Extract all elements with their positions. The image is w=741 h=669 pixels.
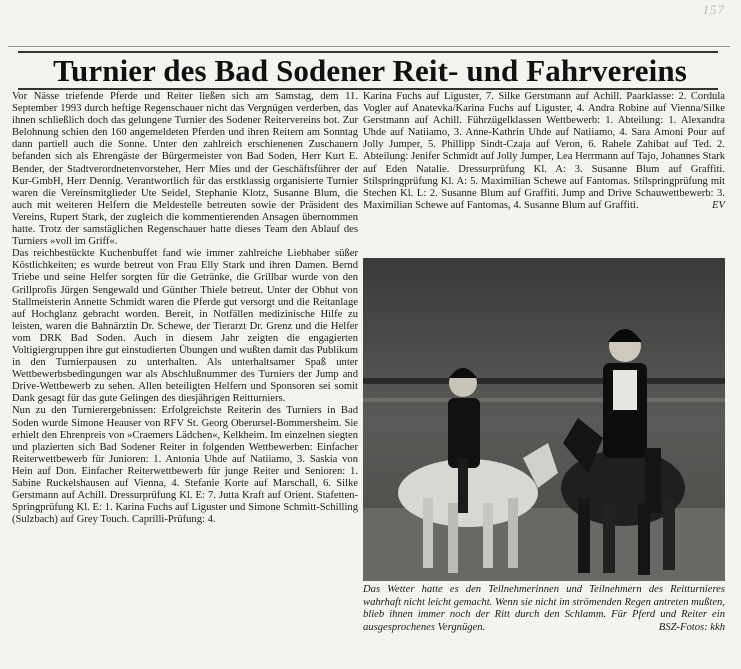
riders-photo-image [363,258,725,581]
headline-bottom-rule [18,88,718,90]
caption-text: Das Wetter hatte es den Teilnehmerinnen und Teilnehmern des Reitturnieres wahrhaft nicht leicht gemacht. Wenn sie nicht im strömenden Regen antreten mußten, blieb ihnen immer noch der Ritt durch den Schlamm. Für Pferd und Reiter ein ausgesprochenes Vergnügen. [363,584,725,633]
article-results-continued [363,91,725,212]
results-text: Karina Fuchs auf Liguster, 7. Silke Gerstmann auf Achill. Paarklasse: 2. Cordula Vogler auf Anatevka/Karina Fuchs auf Liguster, 4. Andra Robine auf Vienna/Silke Gerstmann auf Achill. Führzügelklassen Wettbewerb: 1. Abteilung: 1. Alexandra Uhde auf Natiiamo, 3. Anne-Kathrin Uhde auf Natiiamo, 4. Sara Amoni Pour auf Jolly Jumper, 5. Phillipp Sindt-Czaja auf Veron, 6. Rahele Zahibat auf Ted. 2. Abteilung: Jenifer Schmidt auf Jolly Jumper, Lea Herrmann auf Tajo, Johannes Stark auf Eden Natalie. Dressurprüfung Kl. A: 3. Susanne Blum auf Graffiti. Stilspringprüfung Kl. A: 5. Maximilian Schewe auf Fantomas. Stilspringprüfung mit Stechen Kl. L: 2. Susanne Blum auf Graffiti. Jump and Drive Schauwettbewerb: 3. Maximilian Schewe auf Fantomas, 4. Susanne Blum auf Graffiti. [363,91,725,211]
article-paragraph-3: Nun zu den Turnierergebnissen: Erfolgreichste Reiterin des Turniers in Bad Soden wurde Simone Heauser von RFV St. Georg Oberursel-Bommersheim. Sie erhielt den Ehrenpreis von »Craemers Lädchen«, Kelkheim. Im einzelnen siegten und plazierten sich Bad Sodener Reiter in folgenden Wettbewerben: Einfacher Reiterwettbewerb für Junioren: 1. Antonia Uhde auf Natiiamo, 3. Saskia von Hein auf Don. Einfacher Reiterwettbewerb für junge Reiter und Senioren: 1. Sabine Ruckelshausen auf Vienna, 4. Stefanie Korte auf Marschall, 6. Silke Gerstmann auf Achill. Dressurprüfung Kl. E: 7. Jutta Kraft auf Orient. Stafetten-Springprüfung Kl. E: 1. Karina Fuchs auf Liguster und Simone Schmitt-Schilling (Sulzbach) auf Grey Touch. Caprilli-Prüfung: 4. [12,405,358,526]
photo-credit: BSZ-Fotos: kkh [658,621,725,633]
photo-caption [363,584,725,634]
newspaper-clipping [8,46,730,655]
article-right-column [363,91,725,212]
article-headline: Turnier des Bad Sodener Reit- und Fahrvereins [53,53,687,88]
page-number: 157 [702,2,725,17]
riders-photo [363,258,725,581]
author-signature: EV [712,199,725,211]
article-paragraph-2: Das reichbestückte Kuchenbuffet fand wie immer zahlreiche Liebhaber süßer Köstlichkeiten; es wurde betreut von Frau Elly Stark und ihren Damen. Bernd Triebe und seine Helfer sorgten für die Getränke, die Grillbar wurde von den Grillprofis Jürgen Sengewald und Günther Thiele betreut. Unter der Obhut von Stallmeisterin Annette Schmidt waren die Pferde gut versorgt und die Reitanlage auf Hochglanz gebracht worden. Bereit, in Notfällen medizinische Hilfe zu leisten, waren die Bahnärztin Dr. Schewe, der Tierarzt Dr. Grenz und die Helfer vom DRK Bad Soden. Auch in diesem Jahr zeigten die engagierten Voltigiergruppen ihre gut einstudierten Übungen und wußten damit das Publikum in den Turnierpausen zu unterhalten. Als unterhaltsamer Spaß unter Wettbewerbsbedingungen war als Abschlußnummer des Turniers der Jump and Drive-Wettbewerb zu sehen. Allen beteiligten Helfern und Sponsoren sei somit Dank gesagt für das gute Gelingen des diesjährigen Reitturniers. [12,248,358,405]
article-paragraph-1: Vor Nässe triefende Pferde und Reiter ließen sich am Samstag, dem 11. September 1993 durch heftige Regenschauer nicht das Vergnügen verderben, das ihnen schließlich doch das gelungene Turnier des Sodener Reitervereins bot. Zur Belohnung schien den 160 angemeldeten Pferden und ihren Reitern am Sonntag dann partiell auch die Sonne. Unter den zahlreich erschienenen Zuschauern befanden sich als Ehrengäste der Bürgermeister von Bad Soden, Herr Kurt E. Bender, der Stadtverordnetenvorsteher, Herr Mies und der Geschäftsführer der Kur-GmbH, Herr Dennig. Verantwortlich für das erstklassig organisierte Turnier waren die Vereinsmitglieder Ute Seidel, Stephanie Klotz, Susanne Blum, die auch mit weiteren Helfern die Meldestelle betreuten sowie der Präsident des Vereins, Rupert Stark, der zugleich die kommentierenden Ansagen übernommen hatte. Trotz der samstäglichen Regenschauer hatte dieses Team den Ablauf des Turniers »voll im Griff«. [12,91,358,248]
article-left-column [12,91,358,526]
